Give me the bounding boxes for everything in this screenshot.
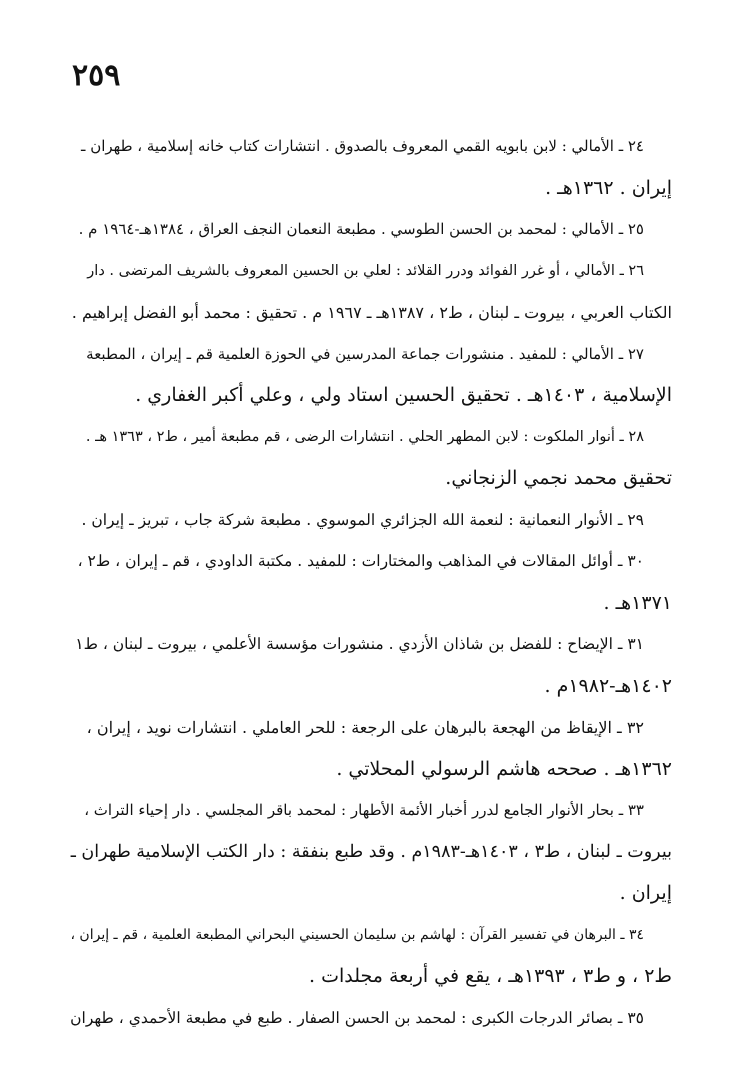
entry-first-line: ٢٤ ـ الأمالي : لابن بابويه القمي المعروف بالصدوق . انتشارات كتاب خانه إسلامية ، طهران ـ [81,137,644,155]
entry-first-line: ٣٤ ـ البرهان في تفسير القرآن : لهاشم بن سليمان الحسيني البحراني المطبعة العلمية ، قم ـ إيران ، [70,926,644,943]
bibliography-list [70,126,672,1039]
entry-first-line: ٢٧ ـ الأمالي : للمفيد . منشورات جماعة المدرسين في الحوزة العلمية قم ـ إيران ، المطبعة [86,344,644,363]
entry-continuation-line: ١٤٠٢هـ-١٩٨٢م . [544,674,672,697]
entry-first-line: ٢٦ ـ الأمالي ، أو غرر الفوائد ودرر القلائد : لعلي بن الحسين المعروف بالشريف المرتضى . دار [87,262,644,279]
entry-first-line: ٣١ ـ الإيضاح : للفضل بن شاذان الأزدي . منشورات مؤسسة الأعلمي ، بيروت ـ لبنان ، ط١ [75,635,644,653]
entry-continuation-line: ط٢ ، و ط٣ ، ١٣٩٣هـ ، يقع في أربعة مجلدات . [309,965,672,987]
entry-continuation-line: تحقيق محمد نجمي الزنجاني. [445,467,672,489]
entry-first-line: ٣٠ ـ أوائل المقالات في المذاهب والمختارات : للمفيد . مكتبة الداودي ، قم ـ إيران ، ط٢ ، [77,552,644,570]
entry-continuation-line: بيروت ـ لبنان ، ط٣ ، ١٤٠٣هـ-١٩٨٣م . وقد طبع بنفقة : دار الكتب الإسلامية طهران ـ [70,841,672,862]
entry-continuation-line: ١٣٦٢هـ . صححه هاشم الرسولي المحلاتي . [336,757,672,780]
entry-first-line: ٣٢ ـ الإيقاظ من الهجعة بالبرهان على الرجعة : للحر العاملي . انتشارات نويد ، إيران ، [86,718,644,737]
entry-continuation-line: ١٣٧١هـ . [603,591,672,614]
entry-continuation-line: إيران . ١٣٦٢هـ . [545,176,672,199]
entry-continuation-line: الكتاب العربي ، بيروت ـ لبنان ، ط٢ ، ١٣٨٧هـ ـ ١٩٦٧ م . تحقيق : محمد أبو الفضل إبراهيم . [71,303,672,322]
entry-first-line: ٢٩ ـ الأنوار النعمانية : لنعمة الله الجزائري الموسوي . مطبعة شركة جاب ، تبريز ـ إيران . [81,510,644,529]
entry-first-line: ٢٨ ـ أنوار الملكوت : لابن المطهر الحلي . انتشارات الرضى ، قم مطبعة أمير ، ط٢ ، ١٣٦٣ هـ . [85,428,644,445]
entry-first-line: ٢٥ ـ الأمالي : لمحمد بن الحسن الطوسي . مطبعة النعمان النجف العراق ، ١٣٨٤هـ-١٩٦٤ م . [78,220,644,238]
entry-first-line: ٣٥ ـ بصائر الدرجات الكبرى : لمحمد بن الحسن الصفار . طبع في مطبعة الأحمدي ، طهران [70,1008,644,1027]
entry-continuation-line: إيران . [619,882,672,904]
entry-continuation-line: الإسلامية ، ١٤٠٣هـ . تحقيق الحسين استاد ولي ، وعلي أكبر الغفاري . [135,384,672,406]
page-number: ٢٥٩ [72,58,121,93]
entry-first-line: ٣٣ ـ بحار الأنوار الجامع لدرر أخبار الأئمة الأطهار : لمحمد باقر المجلسي . دار إحياء التراث ، [84,801,644,819]
